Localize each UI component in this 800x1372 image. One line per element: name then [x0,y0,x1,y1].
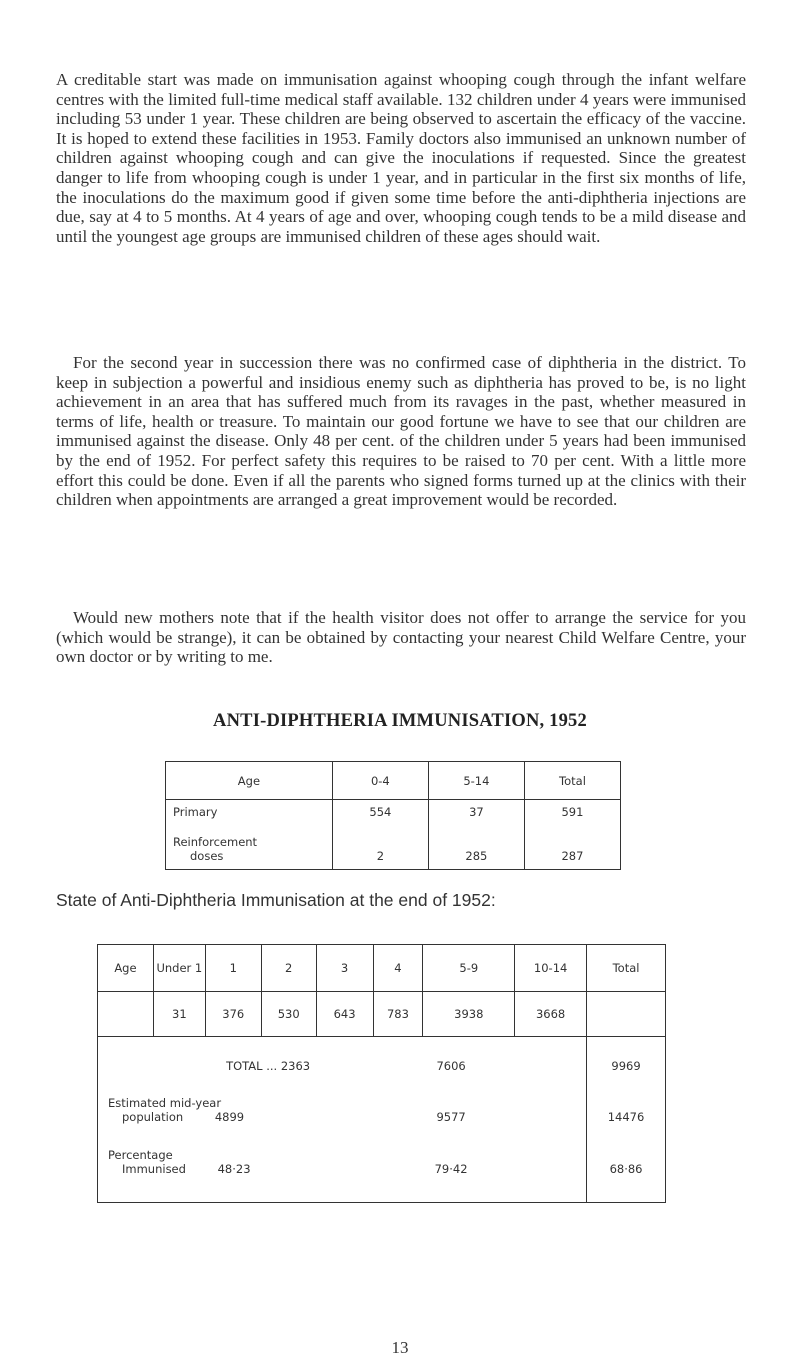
total-5-14: 7606 [436,1059,466,1073]
row-label-reinforcement [166,835,333,870]
cell-empty [587,1176,666,1203]
header-1: 1 [205,945,261,992]
table-header-row [166,762,621,800]
header-total: Total [524,762,620,800]
header-age: Age [166,762,333,800]
table1-title: ANTI-DIPHTHERIA IMMUNISATION, 1952 [213,711,587,731]
row-label-line: doses [190,849,224,863]
header-total: Total [587,945,666,992]
table-row [166,835,621,870]
population-all: 14476 [587,1073,666,1124]
population-5-14: 9577 [436,1110,466,1124]
cell-value: 376 [205,992,261,1037]
total-all: 9969 [587,1037,666,1074]
header-3: 3 [316,945,373,992]
cell-value: 783 [373,992,423,1037]
paragraph-new-mothers: Would new mothers note that if the health visitor does not offer to arrange the service for you (which would be strange), it can be obtained by contacting your nearest Child Welfare Centre, your own doctor or by writing to me. [56,608,746,667]
total-label: TOTAL ... [226,1059,278,1073]
table-row [166,800,621,836]
cell-value: 3668 [515,992,587,1037]
cell-value: 31 [153,992,205,1037]
cell-value: 554 [332,800,428,836]
total-0-4: 2363 [280,1059,311,1073]
percentage-all: 68·86 [587,1124,666,1176]
page-number: 13 [391,1338,409,1357]
cell-value: 37 [428,800,524,836]
header-10-14: 10-14 [515,945,587,992]
immunisation-1952-table [165,761,621,870]
row-label-line: Reinforcement [173,835,258,849]
table-row [98,992,666,1037]
cell-empty [98,992,154,1037]
cell-value: 530 [261,992,316,1037]
cell-value: 591 [524,800,620,836]
paragraph-whooping-cough: A creditable start was made on immunisation against whooping cough through the infant welfare centres with the limited full-time medical staff available. 132 children under 4 years were immunised including 53 under 1 year. These children are being observed to ascertain the efficacy of the vaccine. It is hoped to extend these facilities in 1953. Family doctors also immunised an unknown number of children against whooping cough and can give the inoculations if requested. Since the greatest danger to life from whooping cough is under 1 year, and in particular in the first six months of life, the inoculations do the maximum good if given some time before the anti-diphtheria injections are due, say at 4 to 5 months. At 4 years of age and over, whooping cough tends to be a mild disease and until the youngest age groups are immunised children of these ages should wait. [56,70,746,246]
paragraph-diphtheria: For the second year in succession there was no confirmed case of diphtheria in the district. To keep in subjection a powerful and insidious enemy such as diphtheria has proved to be, is no light achievement in an area that has suffered much from its ravages in the past, whether measured in terms of life, health or treasure. To maintain our good fortune we have to see that our children are immunised against the disease. Only 48 per cent. of the children under 5 years had been immunised by the end of 1952. For perfect safety this requires to be raised to 70 per cent. With a little more effort this could be done. Even if all the parents who signed forms turned up at the clinics with their children when appointments are arranged a great improvement would be recorded. [56,353,746,510]
table2-title: State of Anti-Diphtheria Immunisation at the end of 1952: [56,890,496,910]
percentage-cell [98,1124,317,1176]
row-label-primary: Primary [173,805,218,819]
percentage-5-14: 79·42 [434,1162,468,1176]
population-cell [98,1073,317,1124]
percentage-0-4: 48·23 [217,1162,251,1176]
table-row-total [98,1037,666,1074]
cell-value: 285 [428,835,524,870]
header-under-1: Under 1 [153,945,205,992]
header-5-14: 5-14 [428,762,524,800]
total-0-4-cell [98,1037,317,1074]
cell-value: 2 [332,835,428,870]
cell-empty [587,992,666,1037]
cell-empty [98,1176,587,1203]
percentage-label-line: Percentage [108,1148,173,1162]
population-0-4: 4899 [214,1110,245,1124]
table-row-population [98,1073,666,1124]
header-age: Age [98,945,154,992]
table-header-row [98,945,666,992]
header-2: 2 [261,945,316,992]
table-row-spacer [98,1176,666,1203]
percentage-label-line: Immunised [122,1162,186,1176]
cell-value: 3938 [423,992,515,1037]
header-0-4: 0-4 [332,762,428,800]
population-label-line: population [122,1110,184,1124]
population-label-line: Estimated mid-year [108,1096,222,1110]
table-row-percentage [98,1124,666,1176]
cell-value: 643 [316,992,373,1037]
state-of-immunisation-table [97,944,666,1203]
cell-value: 287 [524,835,620,870]
header-5-9: 5-9 [423,945,515,992]
header-4: 4 [373,945,423,992]
